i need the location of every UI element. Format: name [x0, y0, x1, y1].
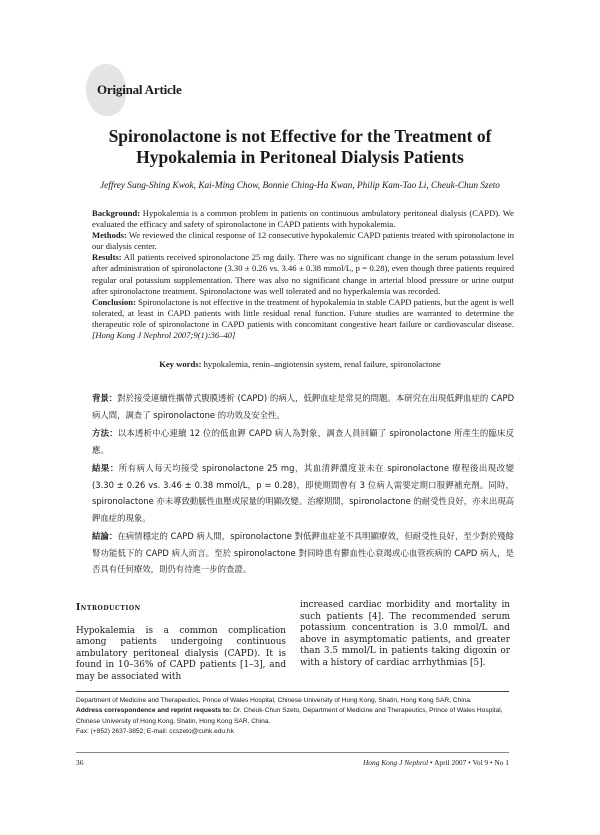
results-text: All patients received spironolactone 25 mg daily. There was no significant change in the serum potassium level after administration of spironolactone (3.30 ± 0.26 vs. 3.46 ± 0.38 mmol/L, p = 0.28), even though three patients required regular oral potassium supplementation. There was also no significant change in arterial blood pressure or urine output after spironolactone treatment. Spironolactone was well tolerated and no hyperkalemia was recorded.: [92, 252, 514, 296]
intro-left-column: [76, 603, 286, 684]
chinese-conclusion-text: 在病情穩定的 CAPD 病人間，spironolactone 對低鉀血症並不具明顯療效，但耐受性良好，至少對於殘餘腎功能低下的 CAPD 病人而言。至於 spironolactone 對同時患有鬱血性心衰竭或心血管疾病的 CAPD 病人，是否具有任何療效，則仍有待進一步的查證。: [92, 531, 514, 574]
keywords: [40, 359, 560, 369]
chinese-background-text: 對於接受連續性攜帶式腹膜透析 (CAPD) 的病人，低鉀血症是常見的問題。本研究在出現低鉀血症的 CAPD 病人間，調查了 spironolactone 的功效及安全性。: [92, 393, 515, 420]
journal-issue: • April 2007 • Vol 9 • No 1: [430, 758, 509, 767]
affiliation-block: [76, 696, 509, 738]
results-label: Results:: [92, 252, 122, 263]
correspondence-label: Address correspondence and reprint requests to:: [76, 707, 232, 715]
title-line-1: Spironolactone is not Effective for the Treatment of: [108, 126, 492, 146]
abstract-background: [92, 208, 514, 230]
chinese-results-label: 結果：: [92, 463, 119, 473]
methods-text: We reviewed the clinical response of 12 consecutive hypokalemic CAPD patients treated with spironolactone in our dialysis center.: [92, 230, 514, 252]
background-text: Hypokalemia is a common problem in patients on continuous ambulatory peritoneal dialysis (CAPD). We evaluated the efficacy and safety of spironolactone in CAPD patients with hypokalemia.: [92, 208, 514, 230]
chinese-background: [92, 390, 514, 423]
introduction-heading: Introduction: [76, 603, 141, 613]
english-abstract: [92, 208, 514, 341]
keywords-text: hypokalemia, renin–angiotensin system, renal failure, spironolactone: [203, 359, 441, 369]
article-title: [40, 126, 560, 168]
author-list: Jeffrey Sung-Shing Kwok, Kai-Ming Chow, Bonnie Ching-Ha Kwan, Philip Kam-Tao Li, Cheuk-Chun Szeto: [100, 181, 500, 191]
abstract-methods: [92, 230, 514, 252]
correspondence-text: Dr. Cheuk-Chun Szeto, Department of Medicine and Therapeutics, Prince of Wales Hospital, Chinese University of Hong Kong, Shatin, Hong Kong SAR, China.: [76, 707, 503, 725]
journal-name: Hong Kong J Nephrol: [362, 758, 429, 767]
article-type-label: Original Article: [97, 82, 182, 97]
contact-text: Fax: (+852) 2637-3852; E-mail: ccszeto@cuhk.edu.hk: [76, 728, 234, 736]
intro-right-column: [300, 600, 510, 670]
footer-divider: [76, 752, 509, 753]
abstract-conclusion: [92, 297, 514, 341]
intro-left-text: Hypokalemia is a common complication among patients undergoing continuous ambulatory peritoneal dialysis (CAPD). It is found in 10–36% of CAPD patients [1–3], and may be associated with: [76, 625, 286, 682]
keywords-label: Key words:: [159, 359, 202, 369]
chinese-conclusion: [92, 528, 514, 578]
affiliation-divider: [76, 691, 509, 692]
title-line-2: Hypokalemia in Peritoneal Dialysis Patients: [136, 147, 464, 167]
department-text: Department of Medicine and Therapeutics, Prince of Wales Hospital, Chinese University of Hong Kong, Shatin, Hong Kong SAR, China.: [76, 697, 472, 704]
journal-footer: [363, 758, 509, 767]
chinese-methods: [92, 425, 514, 458]
conclusion-text: Spironolactone is not effective in the treatment of hypokalemia in stable CAPD patients, but the agent is well tolerated, at least in CAPD patients with little residual renal function. Future studies are warranted to determine the therapeutic role of spironolactone in CAPD patients with concomitant congestive heart failure or cardiovascular disease.: [92, 296, 514, 329]
chinese-methods-text: 以本透析中心連續 12 位的低血鉀 CAPD 病人為對象，調查人員回顧了 spironolactone 所產生的臨床反應。: [92, 428, 514, 455]
correspondence: [76, 706, 509, 727]
abstract-results: [92, 252, 514, 296]
intro-right-text: increased cardiac morbidity and mortality in such patients [4]. The recommended serum potassium concentration is 3.0 mmol/L and above in asymptomatic patients, and greater than 3.5 mmol/L in patients taking digoxin or with a history of cardiac arrhythmias [5].: [300, 600, 510, 668]
chinese-results: [92, 460, 514, 526]
chinese-abstract: [92, 390, 514, 580]
methods-label: Methods:: [92, 230, 127, 241]
citation: [Hong Kong J Nephrol 2007;9(1):36–40]: [92, 330, 236, 341]
conclusion-label: Conclusion:: [92, 296, 136, 307]
chinese-methods-label: 方法：: [92, 428, 118, 438]
chinese-conclusion-label: 結論：: [92, 531, 118, 541]
chinese-background-label: 背景：: [92, 393, 118, 403]
background-label: Background:: [92, 208, 141, 218]
chinese-results-text: 所有病人每天均接受 spironolactone 25 mg，其血清鉀濃度並未在 spironolactone 療程後出現改變 (3.30 ± 0.26 vs. 3.46 ± 0.38 mmol/L，p = 0.28)，即使期間曾有 3 位病人需要定期口服鉀補充劑。同時，spironolactone 亦未導致動脈性血壓或尿量的明顯改變。治療期間，spironolactone 的耐受性良好，亦未出現高鉀血症的現象。: [92, 463, 514, 523]
page-number: 36: [76, 758, 84, 767]
